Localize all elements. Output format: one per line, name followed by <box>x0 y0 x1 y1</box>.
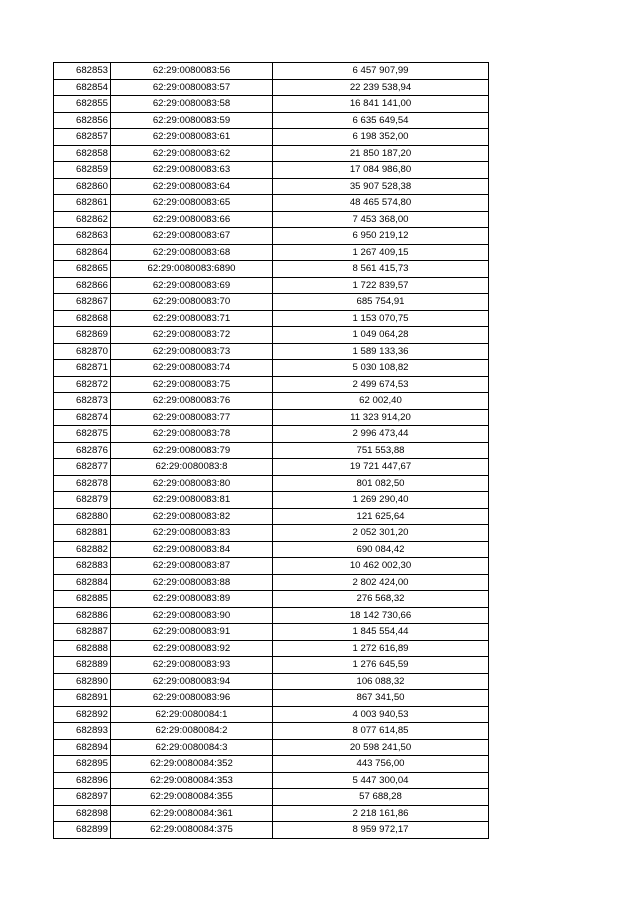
cadastral-number-cell: 62:29:0080083:65 <box>111 195 273 212</box>
row-number-cell: 682857 <box>54 129 111 146</box>
table-row <box>54 162 489 179</box>
cadastral-number-cell: 62:29:0080083:58 <box>111 96 273 113</box>
cadastral-number-cell: 62:29:0080083:64 <box>111 178 273 195</box>
row-number-cell: 682874 <box>54 409 111 426</box>
row-number-cell: 682890 <box>54 673 111 690</box>
row-number-cell: 682865 <box>54 261 111 278</box>
table-row <box>54 541 489 558</box>
table-row <box>54 558 489 575</box>
cadastral-value-cell: 1 845 554,44 <box>273 624 489 641</box>
table-row <box>54 228 489 245</box>
cadastral-value-cell: 6 950 219,12 <box>273 228 489 245</box>
row-number-cell: 682877 <box>54 459 111 476</box>
cadastral-value-cell: 106 088,32 <box>273 673 489 690</box>
cadastral-number-cell: 62:29:0080083:92 <box>111 640 273 657</box>
table-row <box>54 327 489 344</box>
cadastral-value-cell: 2 499 674,53 <box>273 376 489 393</box>
table-row <box>54 822 489 839</box>
row-number-cell: 682855 <box>54 96 111 113</box>
row-number-cell: 682898 <box>54 805 111 822</box>
cadastral-number-cell: 62:29:0080083:69 <box>111 277 273 294</box>
cadastral-number-cell: 62:29:0080083:94 <box>111 673 273 690</box>
row-number-cell: 682880 <box>54 508 111 525</box>
cadastral-number-cell: 62:29:0080083:75 <box>111 376 273 393</box>
cadastral-value-cell: 8 561 415,73 <box>273 261 489 278</box>
row-number-cell: 682888 <box>54 640 111 657</box>
cadastral-value-cell: 1 153 070,75 <box>273 310 489 327</box>
cadastral-value-cell: 22 239 538,94 <box>273 79 489 96</box>
cadastral-number-cell: 62:29:0080083:62 <box>111 145 273 162</box>
row-number-cell: 682891 <box>54 690 111 707</box>
cadastral-number-cell: 62:29:0080084:353 <box>111 772 273 789</box>
cadastral-number-cell: 62:29:0080083:82 <box>111 508 273 525</box>
cadastral-number-cell: 62:29:0080083:89 <box>111 591 273 608</box>
cadastral-value-cell: 4 003 940,53 <box>273 706 489 723</box>
cadastral-number-cell: 62:29:0080083:81 <box>111 492 273 509</box>
row-number-cell: 682873 <box>54 393 111 410</box>
cadastral-value-cell: 5 447 300,04 <box>273 772 489 789</box>
row-number-cell: 682862 <box>54 211 111 228</box>
cadastral-value-cell: 10 462 002,30 <box>273 558 489 575</box>
table-row <box>54 244 489 261</box>
table-row <box>54 640 489 657</box>
cadastral-value-cell: 1 269 290,40 <box>273 492 489 509</box>
cadastral-value-cell: 690 084,42 <box>273 541 489 558</box>
cadastral-number-cell: 62:29:0080084:355 <box>111 789 273 806</box>
table-row <box>54 393 489 410</box>
table-row <box>54 475 489 492</box>
table-row <box>54 525 489 542</box>
table-row <box>54 459 489 476</box>
cadastral-value-cell: 2 218 161,86 <box>273 805 489 822</box>
row-number-cell: 682867 <box>54 294 111 311</box>
table-row <box>54 624 489 641</box>
table-row <box>54 63 489 80</box>
cadastral-number-cell: 62:29:0080083:87 <box>111 558 273 575</box>
row-number-cell: 682869 <box>54 327 111 344</box>
row-number-cell: 682853 <box>54 63 111 80</box>
table-row <box>54 195 489 212</box>
cadastral-number-cell: 62:29:0080083:80 <box>111 475 273 492</box>
cadastral-value-cell: 8 077 614,85 <box>273 723 489 740</box>
cadastral-number-cell: 62:29:0080083:61 <box>111 129 273 146</box>
cadastral-value-cell: 801 082,50 <box>273 475 489 492</box>
cadastral-number-cell: 62:29:0080084:352 <box>111 756 273 773</box>
row-number-cell: 682863 <box>54 228 111 245</box>
cadastral-number-cell: 62:29:0080083:57 <box>111 79 273 96</box>
table-row <box>54 343 489 360</box>
cadastral-number-cell: 62:29:0080083:67 <box>111 228 273 245</box>
table-row <box>54 657 489 674</box>
table-row <box>54 706 489 723</box>
cadastral-number-cell: 62:29:0080083:63 <box>111 162 273 179</box>
cadastral-number-cell: 62:29:0080084:361 <box>111 805 273 822</box>
row-number-cell: 682894 <box>54 739 111 756</box>
cadastral-value-cell: 17 084 986,80 <box>273 162 489 179</box>
row-number-cell: 682885 <box>54 591 111 608</box>
cadastral-number-cell: 62:29:0080083:90 <box>111 607 273 624</box>
cadastral-value-cell: 8 959 972,17 <box>273 822 489 839</box>
table-row <box>54 690 489 707</box>
cadastral-number-cell: 62:29:0080083:76 <box>111 393 273 410</box>
cadastral-value-cell: 62 002,40 <box>273 393 489 410</box>
cadastral-value-cell: 35 907 528,38 <box>273 178 489 195</box>
row-number-cell: 682893 <box>54 723 111 740</box>
row-number-cell: 682856 <box>54 112 111 129</box>
cadastral-value-cell: 751 553,88 <box>273 442 489 459</box>
cadastral-number-cell: 62:29:0080083:88 <box>111 574 273 591</box>
row-number-cell: 682882 <box>54 541 111 558</box>
row-number-cell: 682872 <box>54 376 111 393</box>
cadastral-number-cell: 62:29:0080083:68 <box>111 244 273 261</box>
table-row <box>54 409 489 426</box>
cadastral-value-cell: 19 721 447,67 <box>273 459 489 476</box>
cadastral-number-cell: 62:29:0080084:1 <box>111 706 273 723</box>
row-number-cell: 682895 <box>54 756 111 773</box>
table-row <box>54 310 489 327</box>
cadastral-value-cell: 6 198 352,00 <box>273 129 489 146</box>
cadastral-number-cell: 62:29:0080083:91 <box>111 624 273 641</box>
row-number-cell: 682864 <box>54 244 111 261</box>
cadastral-value-cell: 1 276 645,59 <box>273 657 489 674</box>
cadastral-value-cell: 6 457 907,99 <box>273 63 489 80</box>
cadastral-value-cell: 1 589 133,36 <box>273 343 489 360</box>
table-row <box>54 574 489 591</box>
cadastral-value-cell: 867 341,50 <box>273 690 489 707</box>
cadastral-value-cell: 6 635 649,54 <box>273 112 489 129</box>
row-number-cell: 682868 <box>54 310 111 327</box>
cadastral-value-cell: 685 754,91 <box>273 294 489 311</box>
cadastral-value-cell: 11 323 914,20 <box>273 409 489 426</box>
table-row <box>54 789 489 806</box>
cadastral-value-cell: 1 049 064,28 <box>273 327 489 344</box>
table-row <box>54 591 489 608</box>
cadastral-value-cell: 5 030 108,82 <box>273 360 489 377</box>
row-number-cell: 682861 <box>54 195 111 212</box>
table-row <box>54 277 489 294</box>
table-row <box>54 673 489 690</box>
row-number-cell: 682854 <box>54 79 111 96</box>
table-row <box>54 294 489 311</box>
row-number-cell: 682870 <box>54 343 111 360</box>
row-number-cell: 682875 <box>54 426 111 443</box>
cadastral-value-cell: 1 722 839,57 <box>273 277 489 294</box>
table-row <box>54 79 489 96</box>
cadastral-value-cell: 2 802 424,00 <box>273 574 489 591</box>
table-row <box>54 508 489 525</box>
table-row <box>54 426 489 443</box>
cadastral-value-cell: 1 272 616,89 <box>273 640 489 657</box>
row-number-cell: 682878 <box>54 475 111 492</box>
cadastral-value-cell: 57 688,28 <box>273 789 489 806</box>
cadastral-number-cell: 62:29:0080083:93 <box>111 657 273 674</box>
row-number-cell: 682859 <box>54 162 111 179</box>
cadastral-value-cell: 7 453 368,00 <box>273 211 489 228</box>
table-row <box>54 178 489 195</box>
table-row <box>54 756 489 773</box>
cadastral-number-cell: 62:29:0080083:73 <box>111 343 273 360</box>
cadastral-value-cell: 16 841 141,00 <box>273 96 489 113</box>
table-row <box>54 607 489 624</box>
table-body <box>54 63 489 839</box>
cadastral-number-cell: 62:29:0080083:71 <box>111 310 273 327</box>
table-row <box>54 376 489 393</box>
table-row <box>54 739 489 756</box>
cadastral-number-cell: 62:29:0080083:83 <box>111 525 273 542</box>
cadastral-number-cell: 62:29:0080084:3 <box>111 739 273 756</box>
row-number-cell: 682899 <box>54 822 111 839</box>
cadastral-value-cell: 276 568,32 <box>273 591 489 608</box>
cadastral-number-cell: 62:29:0080083:59 <box>111 112 273 129</box>
row-number-cell: 682896 <box>54 772 111 789</box>
cadastral-number-cell: 62:29:0080083:6890 <box>111 261 273 278</box>
cadastral-value-cell: 48 465 574,80 <box>273 195 489 212</box>
row-number-cell: 682886 <box>54 607 111 624</box>
cadastral-number-cell: 62:29:0080083:79 <box>111 442 273 459</box>
row-number-cell: 682858 <box>54 145 111 162</box>
cadastral-value-cell: 20 598 241,50 <box>273 739 489 756</box>
table-row <box>54 261 489 278</box>
cadastral-number-cell: 62:29:0080084:2 <box>111 723 273 740</box>
cadastral-value-cell: 2 996 473,44 <box>273 426 489 443</box>
table-row <box>54 805 489 822</box>
cadastral-number-cell: 62:29:0080083:84 <box>111 541 273 558</box>
table-row <box>54 96 489 113</box>
cadastral-number-cell: 62:29:0080083:56 <box>111 63 273 80</box>
table-row <box>54 442 489 459</box>
row-number-cell: 682897 <box>54 789 111 806</box>
table-row <box>54 360 489 377</box>
row-number-cell: 682883 <box>54 558 111 575</box>
table-row <box>54 492 489 509</box>
row-number-cell: 682884 <box>54 574 111 591</box>
cadastral-value-cell: 1 267 409,15 <box>273 244 489 261</box>
table-row <box>54 145 489 162</box>
cadastral-number-cell: 62:29:0080083:78 <box>111 426 273 443</box>
cadastral-number-cell: 62:29:0080084:375 <box>111 822 273 839</box>
table-row <box>54 772 489 789</box>
cadastral-value-cell: 443 756,00 <box>273 756 489 773</box>
row-number-cell: 682887 <box>54 624 111 641</box>
row-number-cell: 682860 <box>54 178 111 195</box>
row-number-cell: 682879 <box>54 492 111 509</box>
cadastral-number-cell: 62:29:0080083:72 <box>111 327 273 344</box>
cadastral-number-cell: 62:29:0080083:66 <box>111 211 273 228</box>
cadastral-number-cell: 62:29:0080083:8 <box>111 459 273 476</box>
cadastral-value-cell: 18 142 730,66 <box>273 607 489 624</box>
cadastral-number-cell: 62:29:0080083:77 <box>111 409 273 426</box>
row-number-cell: 682881 <box>54 525 111 542</box>
cadastral-number-cell: 62:29:0080083:74 <box>111 360 273 377</box>
cadastral-value-table <box>53 62 489 839</box>
cadastral-value-cell: 121 625,64 <box>273 508 489 525</box>
cadastral-number-cell: 62:29:0080083:96 <box>111 690 273 707</box>
table-row <box>54 112 489 129</box>
row-number-cell: 682889 <box>54 657 111 674</box>
cadastral-value-cell: 21 850 187,20 <box>273 145 489 162</box>
row-number-cell: 682866 <box>54 277 111 294</box>
row-number-cell: 682892 <box>54 706 111 723</box>
row-number-cell: 682871 <box>54 360 111 377</box>
table-row <box>54 129 489 146</box>
row-number-cell: 682876 <box>54 442 111 459</box>
cadastral-number-cell: 62:29:0080083:70 <box>111 294 273 311</box>
table-row <box>54 211 489 228</box>
table-row <box>54 723 489 740</box>
cadastral-value-cell: 2 052 301,20 <box>273 525 489 542</box>
